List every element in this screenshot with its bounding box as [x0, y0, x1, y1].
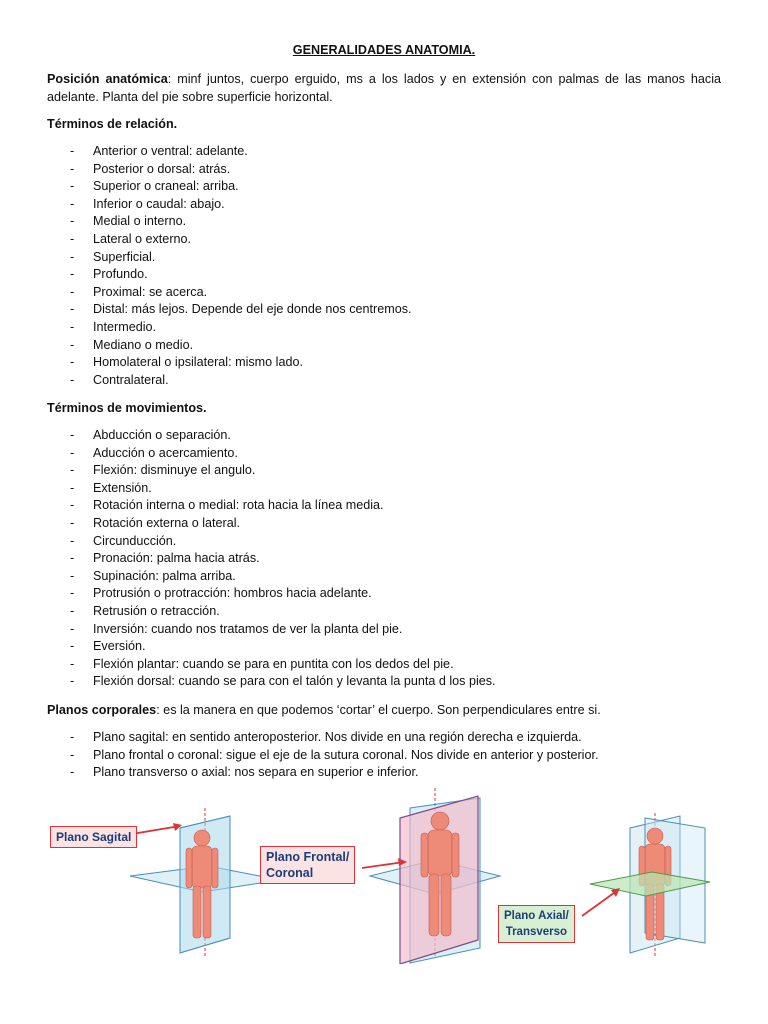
relacion-item: - Superior o craneal: arriba.	[0, 178, 412, 196]
document-title: GENERALIDADES ANATOMIA.	[292, 43, 476, 57]
anatomical-planes-figure	[40, 788, 730, 964]
posicion-anatomica-label: Posición anatómica	[47, 72, 168, 86]
relacion-item: - Medial o interno.	[0, 213, 412, 231]
planos-item: - Plano transverso o axial: nos separa en superior e inferior.	[0, 764, 598, 782]
frontal-plane-figure	[370, 788, 500, 964]
movimientos-item: - Flexión dorsal: cuando se para con el talón y levanta la punta d los pies.	[0, 673, 496, 691]
relacion-item: - Posterior o dorsal: atrás.	[0, 161, 412, 179]
movimientos-item: - Aducción o acercamiento.	[0, 445, 496, 463]
movimientos-item: - Extensión.	[0, 480, 496, 498]
terminos-relacion-list	[0, 143, 412, 389]
planos-corporales-list	[0, 729, 598, 782]
plano-axial-label: Plano Axial/ Transverso	[498, 905, 575, 943]
movimientos-item: - Abducción o separación.	[0, 427, 496, 445]
movimientos-item: - Protrusión o protracción: hombros hacia adelante.	[0, 585, 496, 603]
relacion-item: - Superficial.	[0, 249, 412, 267]
movimientos-item: - Rotación externa o lateral.	[0, 515, 496, 533]
movimientos-item: - Flexión plantar: cuando se para en puntita con los dedos del pie.	[0, 656, 496, 674]
axial-plane-figure	[590, 813, 710, 958]
relacion-item: - Anterior o ventral: adelante.	[0, 143, 412, 161]
relacion-item: - Lateral o externo.	[0, 231, 412, 249]
plano-sagital-label: Plano Sagital	[50, 826, 137, 848]
movimientos-item: - Supinación: palma arriba.	[0, 568, 496, 586]
posicion-anatomica-paragraph	[47, 71, 721, 106]
relacion-item: - Profundo.	[0, 266, 412, 284]
planos-item: - Plano sagital: en sentido anteroposterior. Nos divide en una región derecha e izquierda.	[0, 729, 598, 747]
movimientos-item: - Retrusión o retracción.	[0, 603, 496, 621]
plano-frontal-label: Plano Frontal/ Coronal	[260, 846, 355, 884]
relacion-item: - Inferior o caudal: abajo.	[0, 196, 412, 214]
movimientos-item: - Inversión: cuando nos tratamos de ver la planta del pie.	[0, 621, 496, 639]
relacion-item: - Contralateral.	[0, 372, 412, 390]
terminos-movimientos-heading: Términos de movimientos.	[47, 401, 207, 415]
movimientos-item: - Pronación: palma hacia atrás.	[0, 550, 496, 568]
movimientos-item: - Flexión: disminuye el angulo.	[0, 462, 496, 480]
planos-corporales-paragraph	[47, 702, 721, 720]
relacion-item: - Homolateral o ipsilateral: mismo lado.	[0, 354, 412, 372]
planos-item: - Plano frontal o coronal: sigue el eje de la sutura coronal. Nos divide en anterior y posterior.	[0, 747, 598, 765]
relacion-item: - Intermedio.	[0, 319, 412, 337]
movimientos-item: - Circunducción.	[0, 533, 496, 551]
posicion-anatomica-text: : minf juntos, cuerpo erguido, ms a los lados y en extensión con palmas de las manos hacia adelante. Planta del pie sobre superficie horizontal.	[47, 72, 721, 104]
anatomical-planes-illustration	[40, 788, 730, 964]
movimientos-item: - Eversión.	[0, 638, 496, 656]
movimientos-item: - Rotación interna o medial: rota hacia la línea media.	[0, 497, 496, 515]
relacion-item: - Distal: más lejos. Depende del eje donde nos centremos.	[0, 301, 412, 319]
relacion-item: - Proximal: se acerca.	[0, 284, 412, 302]
terminos-movimientos-list	[0, 427, 496, 691]
planos-corporales-label: Planos corporales	[47, 703, 157, 717]
terminos-relacion-heading: Términos de relación.	[47, 117, 178, 131]
planos-corporales-text: : es la manera en que podemos ‘cortar’ el cuerpo. Son perpendiculares entre si.	[156, 703, 601, 717]
relacion-item: - Mediano o medio.	[0, 337, 412, 355]
